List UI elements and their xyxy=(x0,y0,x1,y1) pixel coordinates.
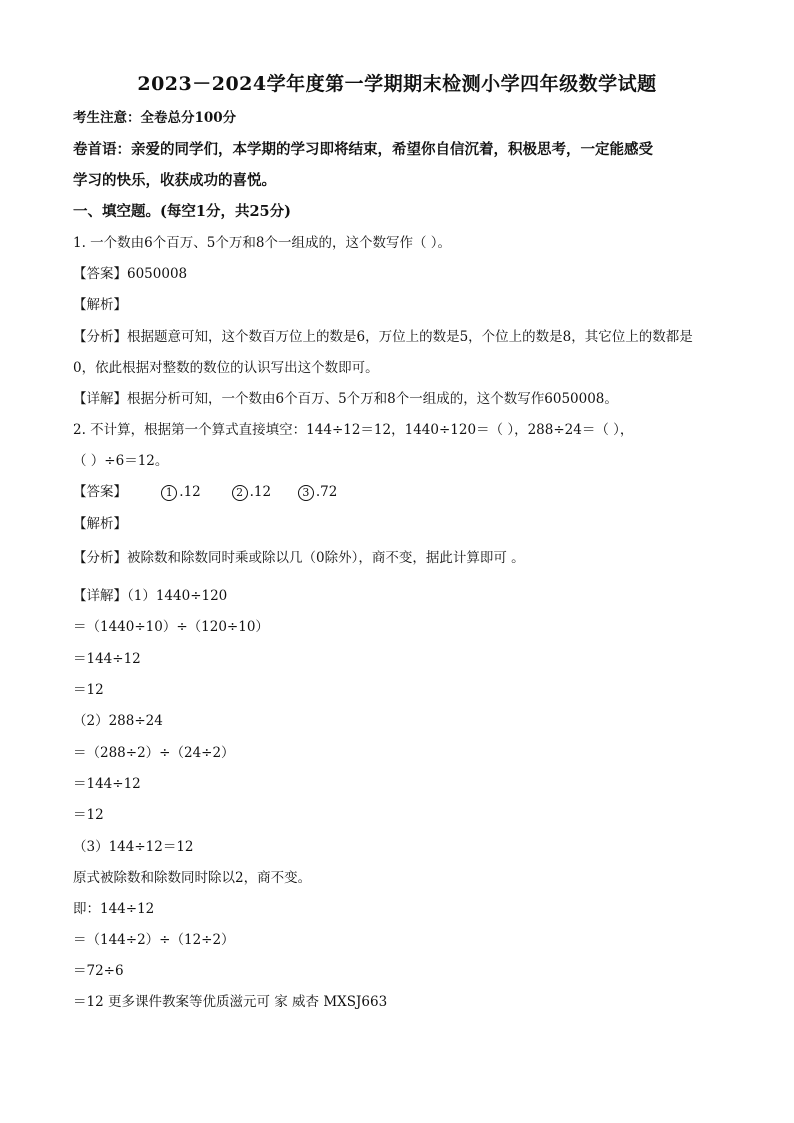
question-2-line-1: 2. 不计算，根据第一个算式直接填空：144÷12＝12，1440÷120＝（ ），288÷24＝（ ）， xyxy=(73,422,634,438)
answer-item-value: .12 xyxy=(249,484,272,500)
answer-tag: 【答案】 xyxy=(73,484,127,500)
q2-detail-step: ＝12 更多课件教案等优质滋元可 家 威杏 MXSJ663 xyxy=(73,994,388,1010)
q2-detail-step: ＝12 xyxy=(73,682,104,698)
answer-item xyxy=(161,482,227,502)
circled-number-3: 3 xyxy=(298,485,314,501)
q2-detail-step xyxy=(73,586,733,606)
answer-item xyxy=(232,482,294,502)
q2-detail-step: ＝（288÷2）÷（24÷2） xyxy=(73,745,235,761)
question-1: 1. 一个数由6个百万、5个万和8个一组成的，这个数写作（ ）。 xyxy=(73,235,451,251)
q2-detail-step: ＝12 xyxy=(73,807,104,823)
preface-line-1: 卷首语：亲爱的同学们，本学期的学习即将结束，希望你自信沉着，积极思考，一定能感受 xyxy=(73,141,653,158)
q2-detail-step: ＝（144÷2）÷（12÷2） xyxy=(73,932,235,948)
question-2-line-2: （ ）÷6＝12。 xyxy=(73,453,169,469)
preface-line-2: 学习的快乐，收获成功的喜悦。 xyxy=(73,172,276,189)
q2-detail-step: ＝（1440÷10）÷（120÷10） xyxy=(73,619,269,635)
q1-detail xyxy=(73,389,733,409)
answer-value: 6050008 xyxy=(127,266,188,282)
q1-jiexi-tag: 【解析】 xyxy=(73,297,127,313)
page-title: 2023－2024学年度第一学期期末检测小学四年级数学试题 xyxy=(137,73,657,95)
q2-detail-step: 原式被除数和除数同时除以2，商不变。 xyxy=(73,870,312,886)
analysis-text: 根据题意可知，这个数百万位上的数是6，万位上的数是5，个位上的数是8，其它位上的数都是 xyxy=(127,329,693,345)
q2-detail-step: ＝144÷12 xyxy=(73,776,141,792)
analysis-tag: 【分析】 xyxy=(73,550,127,566)
answer-item-value: .12 xyxy=(179,484,201,500)
answer-tag: 【答案】 xyxy=(73,266,127,282)
section-heading-fill-blank: 一、填空题。(每空1分，共25分) xyxy=(73,203,291,220)
detail-tag: 【详解】 xyxy=(73,391,127,407)
q2-analysis xyxy=(73,548,733,568)
answer-item xyxy=(298,482,337,502)
analysis-text: 被除数和除数同时乘或除以几（0除外），商不变，据此计算即可 。 xyxy=(127,550,525,566)
q2-detail-step: （2）288÷24 xyxy=(73,713,163,729)
q2-detail-step: ＝72÷6 xyxy=(73,963,124,979)
q1-answer xyxy=(73,264,733,284)
q2-detail-step: ＝144÷12 xyxy=(73,651,141,667)
circled-number-1: 1 xyxy=(161,485,177,501)
q1-analysis-line-1 xyxy=(73,327,733,347)
q2-detail-step: 即：144÷12 xyxy=(73,901,155,917)
q2-answer xyxy=(73,482,733,502)
answer-item-value: .72 xyxy=(315,484,338,500)
analysis-tag: 【分析】 xyxy=(73,329,127,345)
exam-notice: 考生注意：全卷总分100分 xyxy=(73,110,237,126)
detail-text: 根据分析可知，一个数由6个百万、5个万和8个一组成的，这个数写作6050008。 xyxy=(127,391,618,407)
step-text: （1）1440÷120 xyxy=(127,588,228,604)
q2-detail-step: （3）144÷12＝12 xyxy=(73,839,194,855)
detail-tag: 【详解】 xyxy=(73,588,127,604)
q2-jiexi-tag: 【解析】 xyxy=(73,516,127,532)
circled-number-2: 2 xyxy=(232,485,248,501)
q1-analysis-line-2: 0，依此根据对整数的数位的认识写出这个数即可。 xyxy=(73,360,379,376)
